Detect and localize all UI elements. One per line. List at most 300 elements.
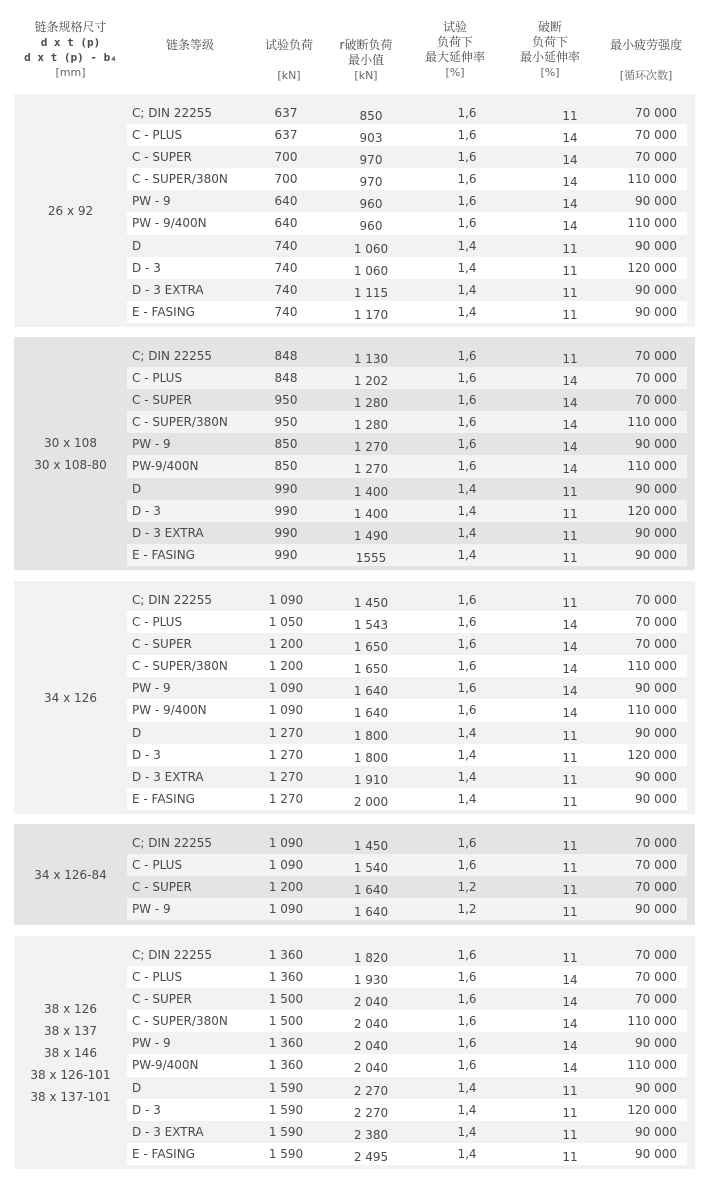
chain-size-label: 34 x 126	[44, 690, 97, 705]
cell-e2: 14	[562, 440, 578, 455]
chain-size-label: 26 x 92	[47, 203, 94, 218]
cell-e1: 1,6	[457, 948, 477, 962]
cell-brk: 1 400	[353, 484, 389, 499]
cell-fat: 70 000	[635, 880, 677, 895]
size-group	[14, 581, 695, 814]
cell-grade: E - FASING	[132, 1146, 195, 1161]
cell-brk: 1 270	[353, 440, 389, 455]
cell-e1: 1,6	[457, 106, 477, 120]
cell-brk: 1 202	[353, 374, 389, 389]
cell-fat: 90 000	[635, 282, 677, 297]
cell-test: 848	[274, 371, 298, 386]
cell-test: 740	[274, 282, 298, 297]
cell-e1: 1,4	[457, 1146, 477, 1161]
cell-e2: 14	[562, 374, 578, 389]
grade-rows	[127, 102, 687, 323]
cell-e2: 14	[562, 995, 578, 1010]
cell-fat: 70 000	[635, 615, 677, 630]
cell-test: 1 500	[268, 1014, 304, 1029]
table-row	[127, 633, 687, 655]
chain-size-label: 30 x 108-80	[34, 457, 107, 472]
cell-test: 1 200	[268, 880, 304, 895]
cell-grade: D	[132, 1080, 142, 1095]
cell-test: 1 090	[268, 836, 304, 850]
cell-test: 990	[274, 525, 298, 540]
cell-e1: 1,6	[457, 437, 477, 452]
cell-e2: 11	[562, 1127, 578, 1142]
cell-brk: 1 280	[353, 396, 389, 411]
cell-fat: 90 000	[635, 194, 677, 209]
cell-brk: 960	[359, 197, 383, 212]
cell-test: 1 590	[268, 1080, 304, 1095]
cell-grade: PW-9/400N	[132, 459, 199, 474]
cell-brk: 1 640	[353, 905, 389, 920]
cell-e2: 14	[562, 618, 578, 633]
cell-test: 700	[274, 172, 298, 187]
cell-e1: 1,4	[457, 1124, 477, 1139]
table-row	[127, 146, 687, 168]
cell-grade: D	[132, 238, 142, 253]
cell-e1: 1,6	[457, 349, 477, 363]
chain-size-label: 38 x 137	[44, 1023, 97, 1038]
header-size-formula-2: d x t (p) - b₄	[24, 51, 117, 64]
cell-e1: 1,4	[457, 769, 477, 784]
cell-brk: 2 040	[353, 1017, 389, 1032]
cell-test: 1 360	[268, 1036, 304, 1051]
cell-grade: C; DIN 22255	[132, 593, 212, 607]
table-row	[127, 832, 687, 854]
cell-grade: C - SUPER/380N	[132, 1014, 228, 1029]
cell-fat: 120 000	[627, 503, 677, 518]
cell-test: 1 360	[268, 948, 304, 962]
table-row	[127, 1010, 687, 1032]
table-row	[127, 301, 687, 323]
cell-e1: 1,6	[457, 216, 477, 231]
cell-e1: 1,6	[457, 371, 477, 386]
cell-grade: D	[132, 725, 142, 740]
cell-brk: 2 270	[353, 1083, 389, 1098]
cell-e2: 11	[562, 839, 578, 853]
cell-brk: 2 040	[353, 1039, 389, 1054]
cell-brk: 1 820	[353, 951, 389, 965]
cell-grade: C - SUPER	[132, 992, 192, 1007]
cell-e1: 1,6	[457, 1014, 477, 1029]
table-row	[127, 367, 687, 389]
cell-brk: 960	[359, 219, 383, 234]
cell-e2: 14	[562, 219, 578, 234]
cell-e2: 11	[562, 750, 578, 765]
cell-test: 640	[274, 216, 298, 231]
cell-test: 1 270	[268, 747, 304, 762]
cell-test: 1 090	[268, 593, 304, 607]
cell-brk: 970	[359, 175, 383, 190]
cell-e2: 11	[562, 1149, 578, 1164]
header-break-subtitle: 最小值	[347, 53, 384, 67]
header-elong1-line2: 负荷下	[436, 35, 473, 49]
cell-fat: 90 000	[635, 238, 677, 253]
cell-grade: D - 3 EXTRA	[132, 525, 204, 540]
chain-size-cell	[14, 337, 127, 570]
header-size-unit: [mm]	[55, 66, 86, 79]
table-row	[127, 1099, 687, 1121]
table-row	[127, 1054, 687, 1076]
cell-e2: 14	[562, 1017, 578, 1032]
cell-test: 950	[274, 415, 298, 430]
table-row	[127, 411, 687, 433]
cell-grade: C - SUPER	[132, 637, 192, 652]
cell-brk: 1 450	[353, 596, 389, 610]
cell-e2: 11	[562, 794, 578, 809]
cell-test: 1 200	[268, 659, 304, 674]
table-row	[127, 235, 687, 257]
cell-e2: 14	[562, 153, 578, 168]
cell-fat: 70 000	[635, 593, 677, 607]
cell-grade: D - 3 EXTRA	[132, 282, 204, 297]
cell-test: 1 090	[268, 858, 304, 873]
cell-brk: 1 800	[353, 728, 389, 743]
cell-brk: 1 280	[353, 418, 389, 433]
cell-fat: 70 000	[635, 970, 677, 985]
cell-fat: 90 000	[635, 481, 677, 496]
cell-fat: 90 000	[635, 547, 677, 562]
grade-rows	[127, 832, 687, 920]
cell-test: 990	[274, 547, 298, 562]
cell-test: 1 090	[268, 902, 304, 917]
cell-test: 1 270	[268, 791, 304, 806]
cell-grade: C - PLUS	[132, 128, 183, 143]
cell-e1: 1,6	[457, 703, 477, 718]
cell-fat: 90 000	[635, 304, 677, 319]
header-elong1-line3: 最大延伸率	[424, 50, 485, 64]
cell-fat: 90 000	[635, 525, 677, 540]
header-elong2-line3: 最小延伸率	[519, 50, 580, 64]
cell-e1: 1,4	[457, 547, 477, 562]
cell-e1: 1,4	[457, 238, 477, 253]
table-row	[127, 433, 687, 455]
cell-fat: 110 000	[627, 1014, 677, 1029]
cell-test: 1 050	[268, 615, 304, 630]
cell-brk: 1 170	[353, 307, 389, 322]
header-elong2-line2: 负荷下	[531, 35, 568, 49]
header-grade-title: 链条等级	[165, 38, 214, 52]
cell-e1: 1,4	[457, 747, 477, 762]
cell-grade: C - SUPER/380N	[132, 659, 228, 674]
chain-size-label: 38 x 126	[44, 1001, 97, 1016]
cell-e1: 1,6	[457, 615, 477, 630]
table-row	[127, 766, 687, 788]
cell-e2: 11	[562, 506, 578, 521]
cell-fat: 110 000	[627, 415, 677, 430]
table-row	[127, 966, 687, 988]
cell-e1: 1,6	[457, 637, 477, 652]
cell-test: 950	[274, 393, 298, 408]
cell-test: 740	[274, 260, 298, 275]
cell-e1: 1,4	[457, 503, 477, 518]
cell-e2: 11	[562, 263, 578, 278]
cell-e1: 1,4	[457, 1102, 477, 1117]
cell-grade: PW - 9	[132, 902, 171, 917]
cell-test: 1 500	[268, 992, 304, 1007]
cell-grade: PW - 9/400N	[132, 703, 207, 718]
cell-brk: 1 930	[353, 973, 389, 988]
table-row	[127, 1077, 687, 1099]
header-break-unit: [kN]	[354, 69, 378, 82]
cell-fat: 70 000	[635, 948, 677, 962]
table-row	[127, 611, 687, 633]
cell-e1: 1,2	[457, 902, 477, 917]
cell-brk: 1 800	[353, 750, 389, 765]
cell-e2: 11	[562, 883, 578, 898]
cell-grade: D	[132, 481, 142, 496]
cell-test: 700	[274, 150, 298, 165]
cell-e1: 1,6	[457, 858, 477, 873]
cell-brk: 1 130	[353, 352, 389, 366]
cell-test: 850	[274, 459, 298, 474]
cell-test: 990	[274, 503, 298, 518]
cell-grade: PW-9/400N	[132, 1058, 199, 1073]
cell-e1: 1,6	[457, 992, 477, 1007]
cell-e1: 1,6	[457, 1036, 477, 1051]
cell-e1: 1,4	[457, 260, 477, 275]
chain-size-label: 38 x 126-101	[30, 1067, 111, 1082]
cell-test: 1 590	[268, 1146, 304, 1161]
table-row	[127, 522, 687, 544]
table-row	[127, 788, 687, 810]
table-row	[127, 1032, 687, 1054]
cell-fat: 70 000	[635, 637, 677, 652]
cell-e2: 14	[562, 684, 578, 699]
cell-grade: C; DIN 22255	[132, 106, 212, 120]
header-elongation-break	[505, 20, 595, 80]
cell-fat: 70 000	[635, 393, 677, 408]
table-row	[127, 168, 687, 190]
cell-fat: 120 000	[627, 1102, 677, 1117]
cell-grade: C - SUPER	[132, 393, 192, 408]
cell-e2: 14	[562, 197, 578, 212]
cell-test: 990	[274, 481, 298, 496]
cell-test: 740	[274, 238, 298, 253]
cell-test: 1 270	[268, 725, 304, 740]
header-size	[14, 20, 127, 80]
cell-e1: 1,6	[457, 659, 477, 674]
cell-e2: 11	[562, 861, 578, 876]
chain-size-cell	[14, 581, 127, 814]
table-row	[127, 544, 687, 566]
cell-grade: PW - 9	[132, 437, 171, 452]
cell-brk: 1 270	[353, 462, 389, 477]
cell-fat: 70 000	[635, 858, 677, 873]
cell-fat: 120 000	[627, 260, 677, 275]
chain-size-label: 30 x 108	[44, 435, 97, 450]
cell-grade: C; DIN 22255	[132, 836, 212, 850]
cell-e1: 1,6	[457, 172, 477, 187]
cell-fat: 110 000	[627, 459, 677, 474]
cell-brk: 1 060	[353, 241, 389, 256]
cell-e2: 11	[562, 905, 578, 920]
cell-brk: 2 040	[353, 1061, 389, 1076]
cell-brk: 1 910	[353, 772, 389, 787]
header-size-formula-1: d x t (p)	[40, 36, 101, 49]
cell-e2: 14	[562, 418, 578, 433]
cell-fat: 90 000	[635, 1124, 677, 1139]
chain-size-cell	[14, 824, 127, 925]
cell-e1: 1,6	[457, 415, 477, 430]
size-group	[14, 936, 695, 1169]
cell-brk: 2 040	[353, 995, 389, 1010]
cell-grade: C; DIN 22255	[132, 349, 212, 363]
cell-e1: 1,4	[457, 481, 477, 496]
cell-test: 848	[274, 349, 298, 363]
cell-fat: 90 000	[635, 1080, 677, 1095]
size-group	[14, 337, 695, 570]
cell-test: 1 360	[268, 1058, 304, 1073]
cell-brk: 850	[359, 109, 383, 123]
cell-grade: PW - 9	[132, 681, 171, 696]
cell-grade: D - 3	[132, 747, 161, 762]
cell-e2: 11	[562, 1083, 578, 1098]
cell-grade: D - 3 EXTRA	[132, 1124, 204, 1139]
table-row	[127, 1121, 687, 1143]
cell-e1: 1,6	[457, 128, 477, 143]
cell-e1: 1,2	[457, 880, 477, 895]
cell-e2: 14	[562, 706, 578, 721]
chain-size-cell	[14, 94, 127, 327]
table-row	[127, 722, 687, 744]
cell-e1: 1,6	[457, 1058, 477, 1073]
grade-rows	[127, 589, 687, 810]
cell-grade: D - 3	[132, 1102, 161, 1117]
cell-test: 1 200	[268, 637, 304, 652]
cell-brk: 2 270	[353, 1105, 389, 1120]
table-row	[127, 1143, 687, 1165]
cell-grade: C - SUPER	[132, 880, 192, 895]
cell-fat: 110 000	[627, 659, 677, 674]
cell-e1: 1,6	[457, 194, 477, 209]
cell-fat: 70 000	[635, 371, 677, 386]
cell-brk: 1 650	[353, 662, 389, 677]
cell-brk: 1 640	[353, 706, 389, 721]
cell-grade: C - PLUS	[132, 615, 183, 630]
cell-e2: 11	[562, 596, 578, 610]
cell-e1: 1,6	[457, 459, 477, 474]
table-row	[127, 257, 687, 279]
cell-grade: E - FASING	[132, 547, 195, 562]
cell-e2: 11	[562, 484, 578, 499]
cell-e2: 11	[562, 528, 578, 543]
cell-fat: 70 000	[635, 349, 677, 363]
cell-fat: 70 000	[635, 150, 677, 165]
cell-brk: 1 400	[353, 506, 389, 521]
header-size-title: 链条规格尺寸	[34, 20, 107, 34]
cell-e1: 1,4	[457, 791, 477, 806]
cell-grade: PW - 9	[132, 194, 171, 209]
header-grade	[140, 38, 240, 53]
cell-e2: 14	[562, 640, 578, 655]
header-break-load	[330, 38, 402, 83]
table-row	[127, 677, 687, 699]
cell-test: 637	[274, 128, 298, 143]
table-row	[127, 589, 687, 611]
cell-e2: 14	[562, 175, 578, 190]
header-fatigue-title: 最小疲劳强度	[609, 38, 682, 52]
cell-e2: 14	[562, 131, 578, 146]
cell-test: 1 360	[268, 970, 304, 985]
cell-e2: 11	[562, 951, 578, 965]
cell-test: 1 590	[268, 1124, 304, 1139]
cell-e1: 1,4	[457, 1080, 477, 1095]
cell-e2: 14	[562, 1061, 578, 1076]
cell-grade: PW - 9/400N	[132, 216, 207, 231]
cell-brk: 1 543	[353, 618, 389, 633]
header-test-load	[253, 38, 325, 83]
header-elong2-line1: 破断	[537, 20, 562, 34]
grade-rows	[127, 345, 687, 566]
cell-fat: 110 000	[627, 703, 677, 718]
table-row	[127, 655, 687, 677]
cell-grade: C - PLUS	[132, 970, 183, 985]
cell-grade: C - SUPER/380N	[132, 415, 228, 430]
cell-fat: 90 000	[635, 1146, 677, 1161]
cell-test: 1 590	[268, 1102, 304, 1117]
size-group	[14, 94, 695, 327]
cell-fat: 90 000	[635, 681, 677, 696]
size-group	[14, 824, 695, 925]
chain-size-label: 34 x 126-84	[34, 867, 107, 882]
table-row	[127, 876, 687, 898]
table-row	[127, 212, 687, 234]
header-elongation-test	[410, 20, 500, 80]
cell-e1: 1,6	[457, 150, 477, 165]
cell-e2: 11	[562, 772, 578, 787]
cell-brk: 970	[359, 153, 383, 168]
cell-brk: 1555	[355, 550, 387, 565]
cell-brk: 903	[359, 131, 383, 146]
cell-test: 850	[274, 437, 298, 452]
cell-e1: 1,6	[457, 593, 477, 607]
cell-grade: C - SUPER/380N	[132, 172, 228, 187]
cell-brk: 2 495	[353, 1149, 389, 1164]
table-row	[127, 102, 687, 124]
cell-e1: 1,4	[457, 525, 477, 540]
cell-fat: 90 000	[635, 769, 677, 784]
table-row	[127, 455, 687, 477]
cell-e1: 1,4	[457, 282, 477, 297]
chain-size-cell	[14, 936, 127, 1169]
cell-e1: 1,6	[457, 681, 477, 696]
cell-brk: 1 115	[353, 285, 389, 300]
cell-brk: 2 380	[353, 1127, 389, 1142]
header-break-title: r破断负荷	[339, 38, 393, 52]
cell-fat: 110 000	[627, 1058, 677, 1073]
cell-fat: 120 000	[627, 747, 677, 762]
cell-brk: 1 450	[353, 839, 389, 853]
cell-e2: 11	[562, 307, 578, 322]
cell-e1: 1,4	[457, 304, 477, 319]
cell-test: 1 090	[268, 703, 304, 718]
cell-grade: D - 3 EXTRA	[132, 769, 204, 784]
cell-grade: D - 3	[132, 260, 161, 275]
cell-e1: 1,4	[457, 725, 477, 740]
cell-test: 1 270	[268, 769, 304, 784]
table-row	[127, 478, 687, 500]
cell-e1: 1,6	[457, 970, 477, 985]
cell-e1: 1,6	[457, 836, 477, 850]
table-header	[0, 0, 709, 92]
table-row	[127, 699, 687, 721]
cell-e2: 11	[562, 352, 578, 366]
table-row	[127, 744, 687, 766]
cell-e2: 14	[562, 662, 578, 677]
